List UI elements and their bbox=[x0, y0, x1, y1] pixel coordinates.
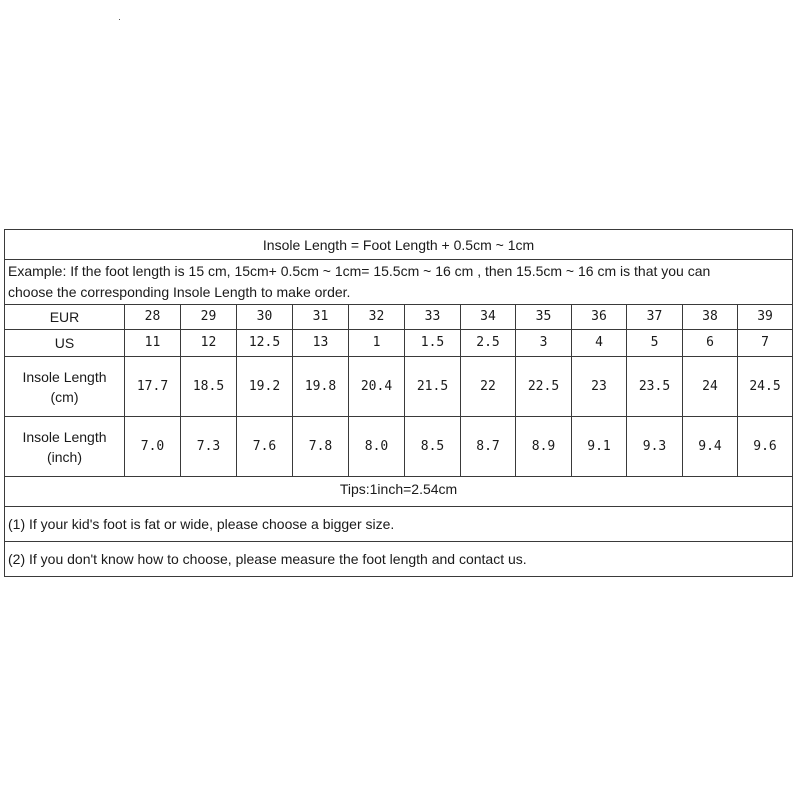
insole-inch-cell: 9.1 bbox=[572, 417, 627, 477]
us-label: US bbox=[5, 330, 125, 357]
us-size-cell: 3 bbox=[516, 330, 572, 357]
us-size-cell: 1.5 bbox=[405, 330, 461, 357]
us-size-cell: 4 bbox=[572, 330, 627, 357]
eur-size-cell: 35 bbox=[516, 305, 572, 330]
example-text-line1: Example: If the foot length is 15 cm, 15cm+ 0.5cm ~ 1cm= 15.5cm ~ 16 cm , then 15.5cm ~ 16 cm is that you can bbox=[8, 263, 711, 279]
note1-text: (1) If your kid's foot is fat or wide, please choose a bigger size. bbox=[5, 507, 793, 542]
note2-text: (2) If you don't know how to choose, please measure the foot length and contact us. bbox=[5, 542, 793, 577]
example-row bbox=[5, 260, 793, 305]
us-size-cell: 1 bbox=[349, 330, 405, 357]
insole-inch-cell: 9.4 bbox=[683, 417, 738, 477]
insole-cm-cell: 24 bbox=[683, 357, 738, 417]
insole-cm-cell: 21.5 bbox=[405, 357, 461, 417]
insole-cm-row bbox=[5, 357, 793, 417]
us-size-cell: 6 bbox=[683, 330, 738, 357]
eur-size-cell: 37 bbox=[627, 305, 683, 330]
us-size-cell: 2.5 bbox=[461, 330, 516, 357]
insole-inch-cell: 7.8 bbox=[293, 417, 349, 477]
eur-size-cell: 38 bbox=[683, 305, 738, 330]
insole-inch-cell: 7.0 bbox=[125, 417, 181, 477]
insole-inch-row bbox=[5, 417, 793, 477]
insole-cm-cell: 23.5 bbox=[627, 357, 683, 417]
example-text-line2: choose the corresponding Insole Length to make order. bbox=[8, 284, 351, 300]
formula-row bbox=[5, 230, 793, 260]
insole-cm-cell: 23 bbox=[572, 357, 627, 417]
us-size-cell: 11 bbox=[125, 330, 181, 357]
eur-size-cell: 36 bbox=[572, 305, 627, 330]
insole-inch-cell: 9.3 bbox=[627, 417, 683, 477]
tips-text: Tips:1inch=2.54cm bbox=[5, 477, 793, 507]
size-chart-table bbox=[4, 229, 793, 577]
us-row bbox=[5, 330, 793, 357]
insole-cm-cell: 24.5 bbox=[738, 357, 793, 417]
insole-inch-cell: 8.9 bbox=[516, 417, 572, 477]
insole-cm-label-line1: Insole Length bbox=[22, 368, 107, 385]
insole-inch-cell: 9.6 bbox=[738, 417, 793, 477]
insole-cm-cell: 18.5 bbox=[181, 357, 237, 417]
eur-label: EUR bbox=[5, 305, 125, 330]
insole-cm-cell: 22.5 bbox=[516, 357, 572, 417]
insole-cm-cell: 17.7 bbox=[125, 357, 181, 417]
insole-cm-cell: 19.2 bbox=[237, 357, 293, 417]
example-cell bbox=[5, 260, 793, 305]
formula-text: Insole Length = Foot Length + 0.5cm ~ 1cm bbox=[5, 230, 793, 260]
insole-cm-cell: 22 bbox=[461, 357, 516, 417]
us-size-cell: 13 bbox=[293, 330, 349, 357]
tips-row bbox=[5, 477, 793, 507]
insole-cm-cell: 20.4 bbox=[349, 357, 405, 417]
stray-dot bbox=[119, 19, 120, 20]
eur-row bbox=[5, 305, 793, 330]
insole-cm-label-line2: (cm) bbox=[50, 388, 79, 405]
insole-inch-label-line2: (inch) bbox=[46, 448, 82, 465]
insole-inch-cell: 7.3 bbox=[181, 417, 237, 477]
eur-size-cell: 39 bbox=[738, 305, 793, 330]
us-size-cell: 5 bbox=[627, 330, 683, 357]
note2-row bbox=[5, 542, 793, 577]
insole-inch-cell: 8.7 bbox=[461, 417, 516, 477]
us-size-cell: 12.5 bbox=[237, 330, 293, 357]
eur-size-cell: 30 bbox=[237, 305, 293, 330]
eur-size-cell: 34 bbox=[461, 305, 516, 330]
eur-size-cell: 28 bbox=[125, 305, 181, 330]
eur-size-cell: 31 bbox=[293, 305, 349, 330]
insole-inch-label-line1: Insole Length bbox=[22, 428, 107, 445]
eur-size-cell: 33 bbox=[405, 305, 461, 330]
insole-inch-label bbox=[5, 417, 125, 477]
insole-cm-cell: 19.8 bbox=[293, 357, 349, 417]
us-size-cell: 7 bbox=[738, 330, 793, 357]
insole-inch-cell: 7.6 bbox=[237, 417, 293, 477]
insole-inch-cell: 8.0 bbox=[349, 417, 405, 477]
eur-size-cell: 29 bbox=[181, 305, 237, 330]
note1-row bbox=[5, 507, 793, 542]
insole-inch-cell: 8.5 bbox=[405, 417, 461, 477]
insole-cm-label bbox=[5, 357, 125, 417]
eur-size-cell: 32 bbox=[349, 305, 405, 330]
us-size-cell: 12 bbox=[181, 330, 237, 357]
